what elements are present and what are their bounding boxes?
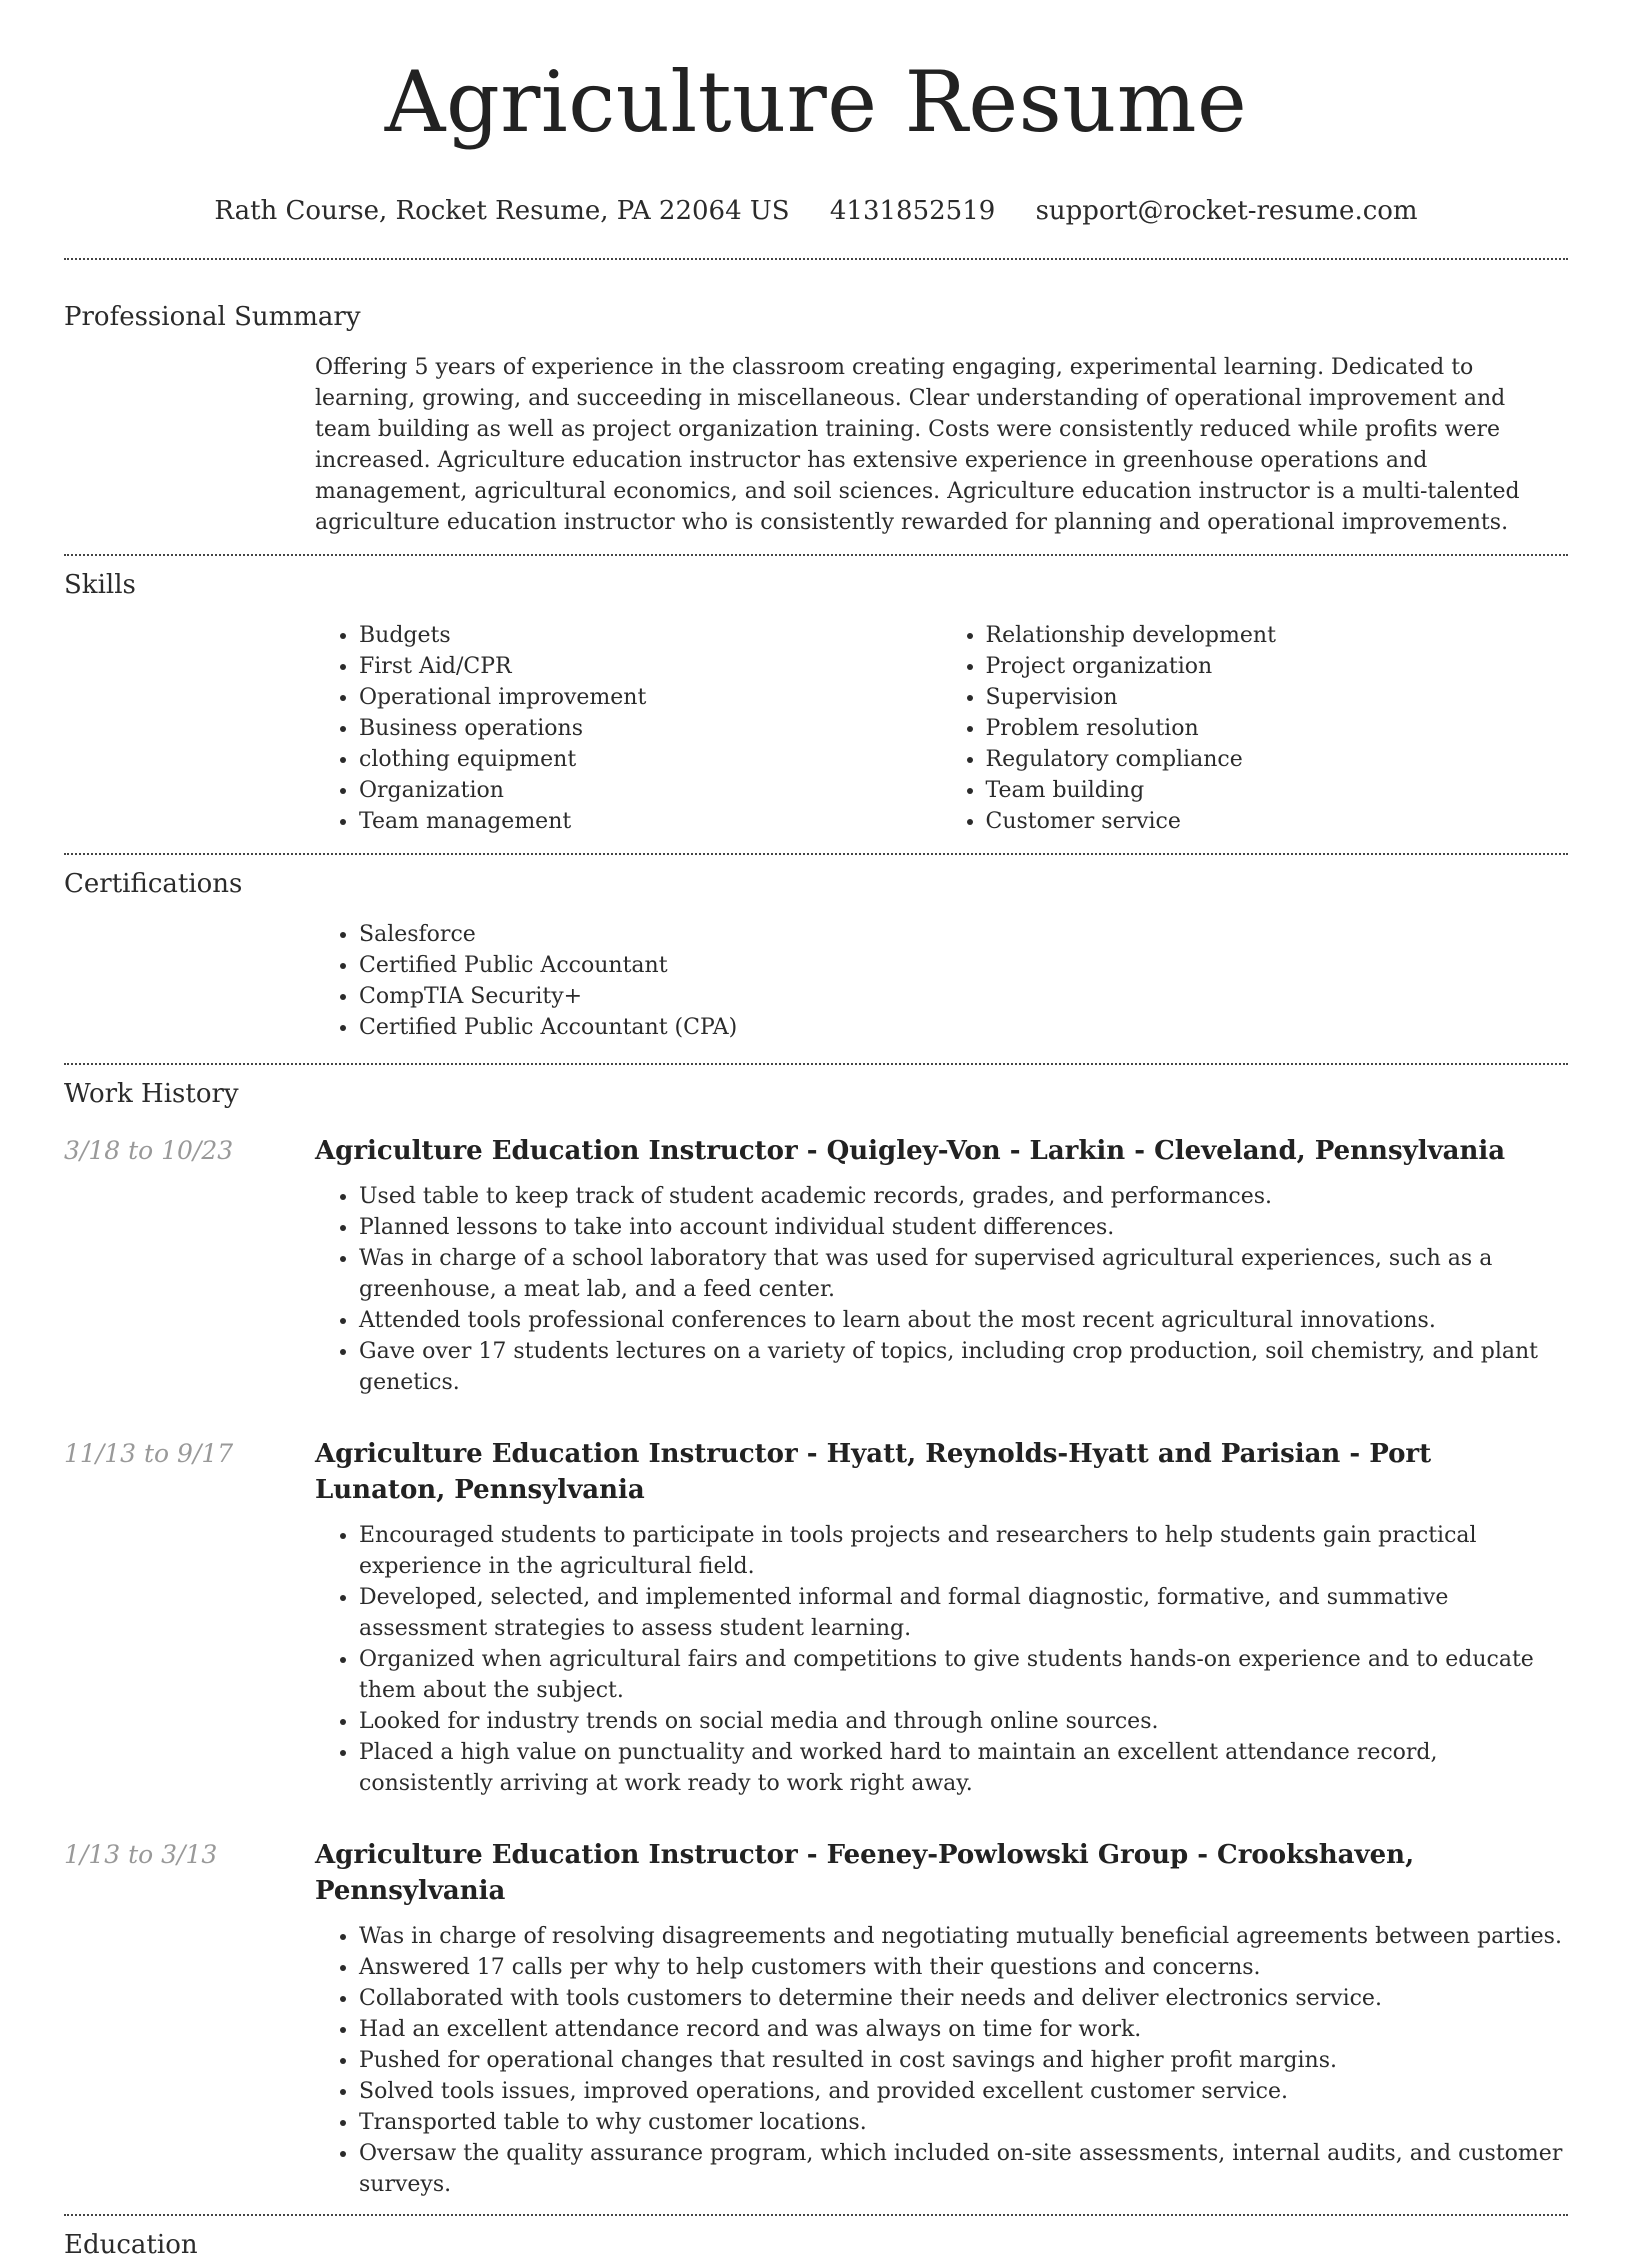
job-bullet: • Used table to keep track of student academic records, grades, and performances. (359, 1181, 1568, 1212)
certifications-section (64, 867, 1568, 1043)
job-bullets (315, 1520, 1568, 1799)
education-heading: Education (64, 2230, 198, 2260)
skill-item: • Regulatory compliance (986, 744, 1569, 775)
skill-item: • Supervision (986, 682, 1569, 713)
job-bullet: • Planned lessons to take into account individual student differences. (359, 1212, 1568, 1243)
job-bullet: • Oversaw the quality assurance program, which included on-site assessments, internal audits, and customer surveys. (359, 2138, 1568, 2200)
summary-text: Offering 5 years of experience in the classroom creating engaging, experimental learning. Dedicated to learning, growing, and succeeding in miscellaneous. Clear understanding of operational improvement and team building as well as project organization training. Costs were consistently reduced while profits were increased. Agriculture education instructor has extensive experience in greenhouse operations and management, agricultural economics, and soil sciences. Agriculture education instructor is a multi-talented agriculture education instructor who is consistently rewarded for planning and operational improvements. (315, 355, 1520, 535)
job-title: Agriculture Education Instructor - Quigley-Von - Larkin - Cleveland, Pennsylvania (315, 1136, 1506, 1166)
certification-item: • Salesforce (359, 919, 1568, 950)
job-dates: 1/13 to 3/13 (64, 1840, 218, 1869)
skill-item: • clothing equipment (359, 744, 942, 775)
contact-address: Rath Course, Rocket Resume, PA 22064 US (214, 196, 790, 226)
job-bullet: • Solved tools issues, improved operations, and provided excellent customer service. (359, 2076, 1568, 2107)
skill-item: • Organization (359, 775, 942, 806)
job-bullet: • Attended tools professional conferences to learn about the most recent agricultural innovations. (359, 1305, 1568, 1336)
job-bullet: • Was in charge of a school laboratory that was used for supervised agricultural experiences, such as a greenhouse, a meat lab, and a feed center. (359, 1243, 1568, 1305)
summary-body (315, 352, 1568, 538)
skills-list-left (315, 620, 942, 837)
skill-item: • Project organization (986, 651, 1569, 682)
work-history-heading: Work History (64, 1079, 239, 1109)
job-title: Agriculture Education Instructor - Hyatt, Reynolds-Hyatt and Parisian - Port Lunaton, Pennsylvania (315, 1439, 1432, 1505)
skills-list-right (942, 620, 1569, 837)
certifications-body (315, 919, 1568, 1043)
job-details (315, 1436, 1568, 1799)
skill-item: • Relationship development (986, 620, 1569, 651)
job-bullet: • Answered 17 calls per why to help customers with their questions and concerns. (359, 1952, 1568, 1983)
certification-item: • Certified Public Accountant (CPA) (359, 1012, 1568, 1043)
job-bullets (315, 1181, 1568, 1398)
job-bullet: • Gave over 17 students lectures on a variety of topics, including crop production, soil chemistry, and plant genetics. (359, 1336, 1568, 1398)
resume-page (64, 0, 1568, 2262)
job-details (315, 1837, 1568, 2200)
job-bullet: • Looked for industry trends on social media and through online sources. (359, 1706, 1568, 1737)
skill-item: • Budgets (359, 620, 942, 651)
resume-title: Agriculture Resume (384, 53, 1248, 151)
skill-item: • Team building (986, 775, 1569, 806)
job-entry (64, 1837, 1568, 2200)
job-title: Agriculture Education Instructor - Feeney-Powlowski Group - Crookshaven, Pennsylvania (315, 1840, 1415, 1906)
job-bullets (315, 1921, 1568, 2200)
contact-phone: 4131852519 (829, 196, 996, 226)
section-divider (64, 554, 1568, 556)
job-bullet: • Placed a high value on punctuality and worked hard to maintain an excellent attendance record, consistently arriving at work ready to work right away. (359, 1737, 1568, 1799)
job-dates: 3/18 to 10/23 (64, 1136, 234, 1165)
skills-heading: Skills (64, 570, 136, 600)
summary-section (64, 300, 1568, 538)
job-dates: 11/13 to 9/17 (64, 1439, 234, 1468)
skills-grid (315, 620, 1568, 837)
job-bullet: • Collaborated with tools customers to determine their needs and deliver electronics service. (359, 1983, 1568, 2014)
skill-item: • Business operations (359, 713, 942, 744)
job-bullet: • Organized when agricultural fairs and competitions to give students hands-on experience and to educate them about the subject. (359, 1644, 1568, 1706)
section-divider (64, 1063, 1568, 1065)
job-bullet: • Was in charge of resolving disagreements and negotiating mutually beneficial agreements between parties. (359, 1921, 1568, 1952)
certifications-list (315, 919, 1568, 1043)
skill-item: • First Aid/CPR (359, 651, 942, 682)
job-entry (64, 1133, 1568, 1398)
certifications-heading: Certifications (64, 869, 243, 899)
education-section (64, 2228, 1568, 2262)
job-bullet: • Encouraged students to participate in tools projects and researchers to help students gain practical experience in the agricultural field. (359, 1520, 1568, 1582)
skill-item: • Operational improvement (359, 682, 942, 713)
skill-item: • Problem resolution (986, 713, 1569, 744)
section-divider (64, 2214, 1568, 2216)
certification-item: • Certified Public Accountant (359, 950, 1568, 981)
job-details (315, 1133, 1568, 1398)
skills-section (64, 568, 1568, 837)
section-divider (64, 853, 1568, 855)
contact-email: support@rocket-resume.com (1035, 196, 1418, 226)
job-bullet: • Pushed for operational changes that resulted in cost savings and higher profit margins. (359, 2045, 1568, 2076)
certification-item: • CompTIA Security+ (359, 981, 1568, 1012)
job-entry (64, 1436, 1568, 1799)
job-bullet: • Transported table to why customer locations. (359, 2107, 1568, 2138)
job-bullet: • Developed, selected, and implemented informal and formal diagnostic, formative, and summative assessment strategies to assess student learning. (359, 1582, 1568, 1644)
work-history-section (64, 1077, 1568, 2200)
summary-heading: Professional Summary (64, 302, 361, 332)
section-divider (64, 258, 1568, 260)
job-bullet: • Had an excellent attendance record and was always on time for work. (359, 2014, 1568, 2045)
skill-item: • Customer service (986, 806, 1569, 837)
contact-line (64, 194, 1568, 228)
skill-item: • Team management (359, 806, 942, 837)
